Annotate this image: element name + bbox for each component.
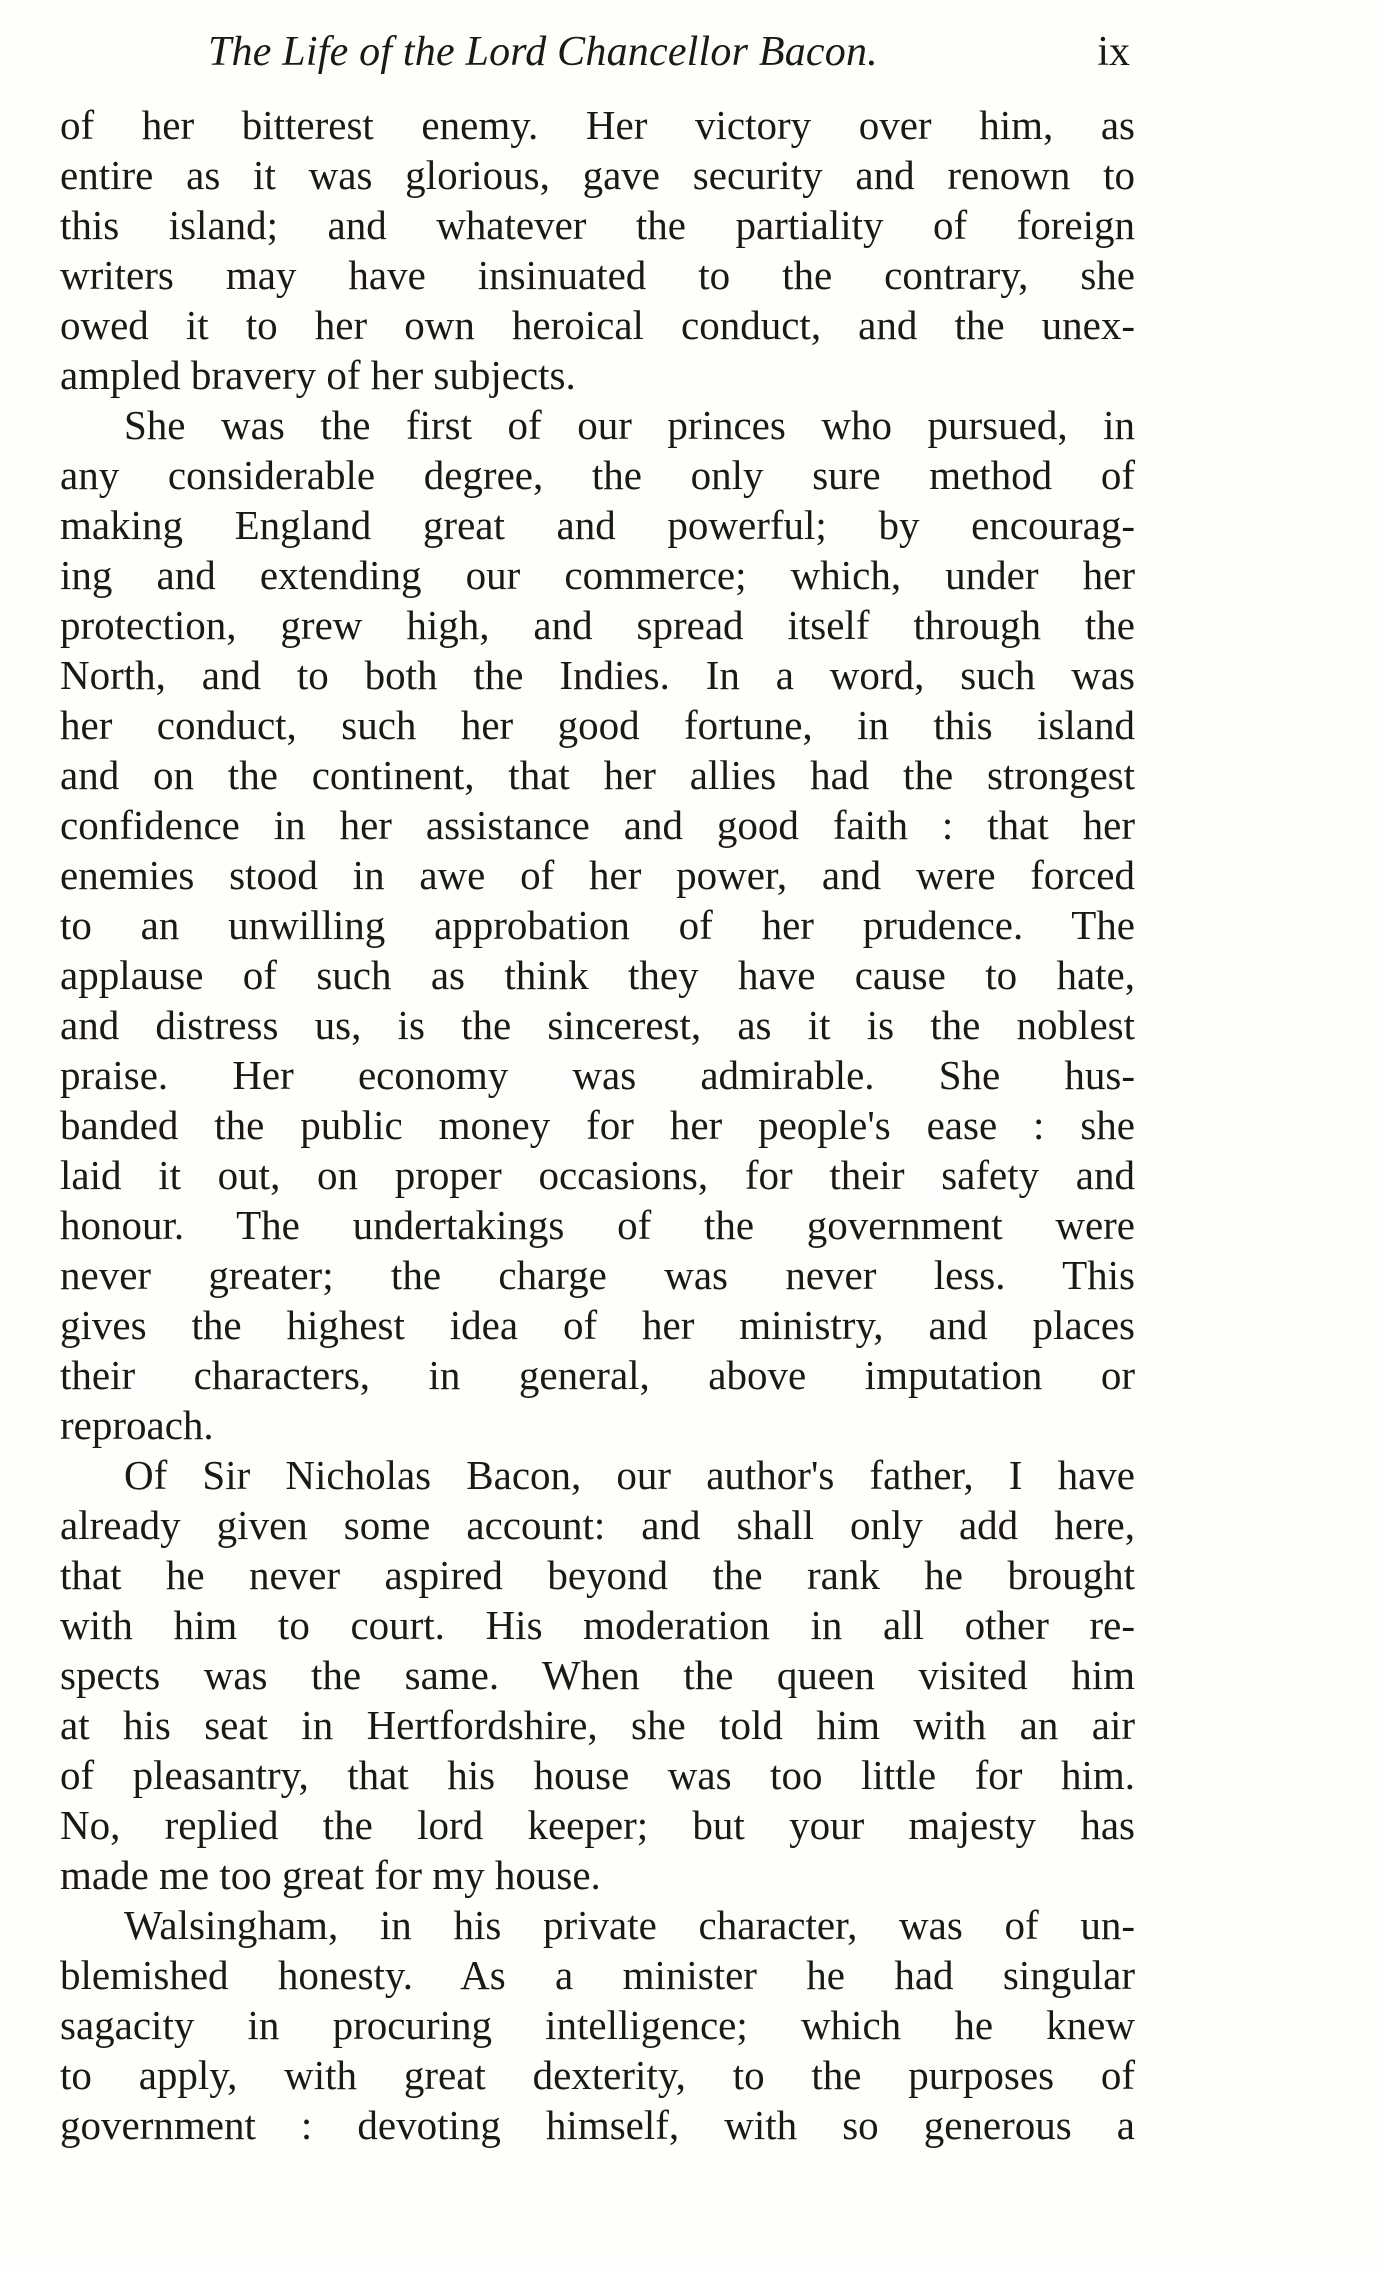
text-line: confidence in her assistance and good faith : that her xyxy=(60,802,1135,848)
text-line: any considerable degree, the only sure method of xyxy=(60,452,1135,498)
text-line: protection, grew high, and spread itself through the xyxy=(60,602,1135,648)
text-line: her conduct, such her good fortune, in this island xyxy=(60,702,1135,748)
text-line: owed it to her own heroical conduct, and the unex- xyxy=(60,302,1135,348)
text-line: of her bitterest enemy. Her victory over him, as xyxy=(60,102,1135,148)
text-line: sagacity in procuring intelligence; which he knew xyxy=(60,2002,1135,2048)
text-line: and on the continent, that her allies had the strongest xyxy=(60,752,1135,798)
text-line: reproach. xyxy=(60,1402,214,1448)
paragraph-1 xyxy=(60,100,1135,400)
running-head xyxy=(60,22,1130,82)
text-line: honour. The undertakings of the government were xyxy=(60,1202,1135,1248)
text-line: spects was the same. When the queen visited him xyxy=(60,1652,1135,1698)
text-line: gives the highest idea of her ministry, and places xyxy=(60,1302,1135,1348)
text-line: praise. Her economy was admirable. She hus- xyxy=(60,1052,1135,1098)
text-line: ampled bravery of her subjects. xyxy=(60,352,576,398)
text-line: blemished honesty. As a minister he had singular xyxy=(60,1952,1135,1998)
text-line: She was the first of our princes who pursued, in xyxy=(124,402,1135,448)
text-line: their characters, in general, above imputation or xyxy=(60,1352,1135,1398)
text-line: laid it out, on proper occasions, for their safety and xyxy=(60,1152,1135,1198)
text-line: at his seat in Hertfordshire, she told him with an air xyxy=(60,1702,1135,1748)
text-line: applause of such as think they have cause to hate, xyxy=(60,952,1135,998)
text-line: made me too great for my house. xyxy=(60,1852,601,1898)
text-line: Of Sir Nicholas Bacon, our author's father, I have xyxy=(124,1452,1135,1498)
paragraph-4 xyxy=(60,1900,1135,2150)
text-line: ing and extending our commerce; which, under her xyxy=(60,552,1135,598)
text-line: and distress us, is the sincerest, as it is the noblest xyxy=(60,1002,1135,1048)
paragraph-2 xyxy=(60,400,1135,1450)
page-number: ix xyxy=(1097,29,1130,75)
text-line: making England great and powerful; by encourag- xyxy=(60,502,1135,548)
text-line: never greater; the charge was never less. This xyxy=(60,1252,1135,1298)
running-title: The Life of the Lord Chancellor Bacon. xyxy=(208,29,878,75)
text-line: already given some account: and shall only add here, xyxy=(60,1502,1135,1548)
text-line: No, replied the lord keeper; but your majesty has xyxy=(60,1802,1135,1848)
text-line: banded the public money for her people's ease : she xyxy=(60,1102,1135,1148)
text-line: Walsingham, in his private character, was of un- xyxy=(124,1902,1135,1948)
text-line: enemies stood in awe of her power, and were forced xyxy=(60,852,1135,898)
paragraph-3 xyxy=(60,1450,1135,1900)
text-line: to apply, with great dexterity, to the purposes of xyxy=(60,2052,1135,2098)
text-line: of pleasantry, that his house was too little for him. xyxy=(60,1752,1135,1798)
text-line: North, and to both the Indies. In a word, such was xyxy=(60,652,1135,698)
text-line: government : devoting himself, with so generous a xyxy=(60,2102,1135,2148)
text-line: writers may have insinuated to the contrary, she xyxy=(60,252,1135,298)
text-line: with him to court. His moderation in all other re- xyxy=(60,1602,1135,1648)
text-line: entire as it was glorious, gave security and renown to xyxy=(60,152,1135,198)
text-line: that he never aspired beyond the rank he brought xyxy=(60,1552,1135,1598)
body-text xyxy=(60,100,1135,2150)
text-line: this island; and whatever the partiality of foreign xyxy=(60,202,1135,248)
text-line: to an unwilling approbation of her prudence. The xyxy=(60,902,1135,948)
